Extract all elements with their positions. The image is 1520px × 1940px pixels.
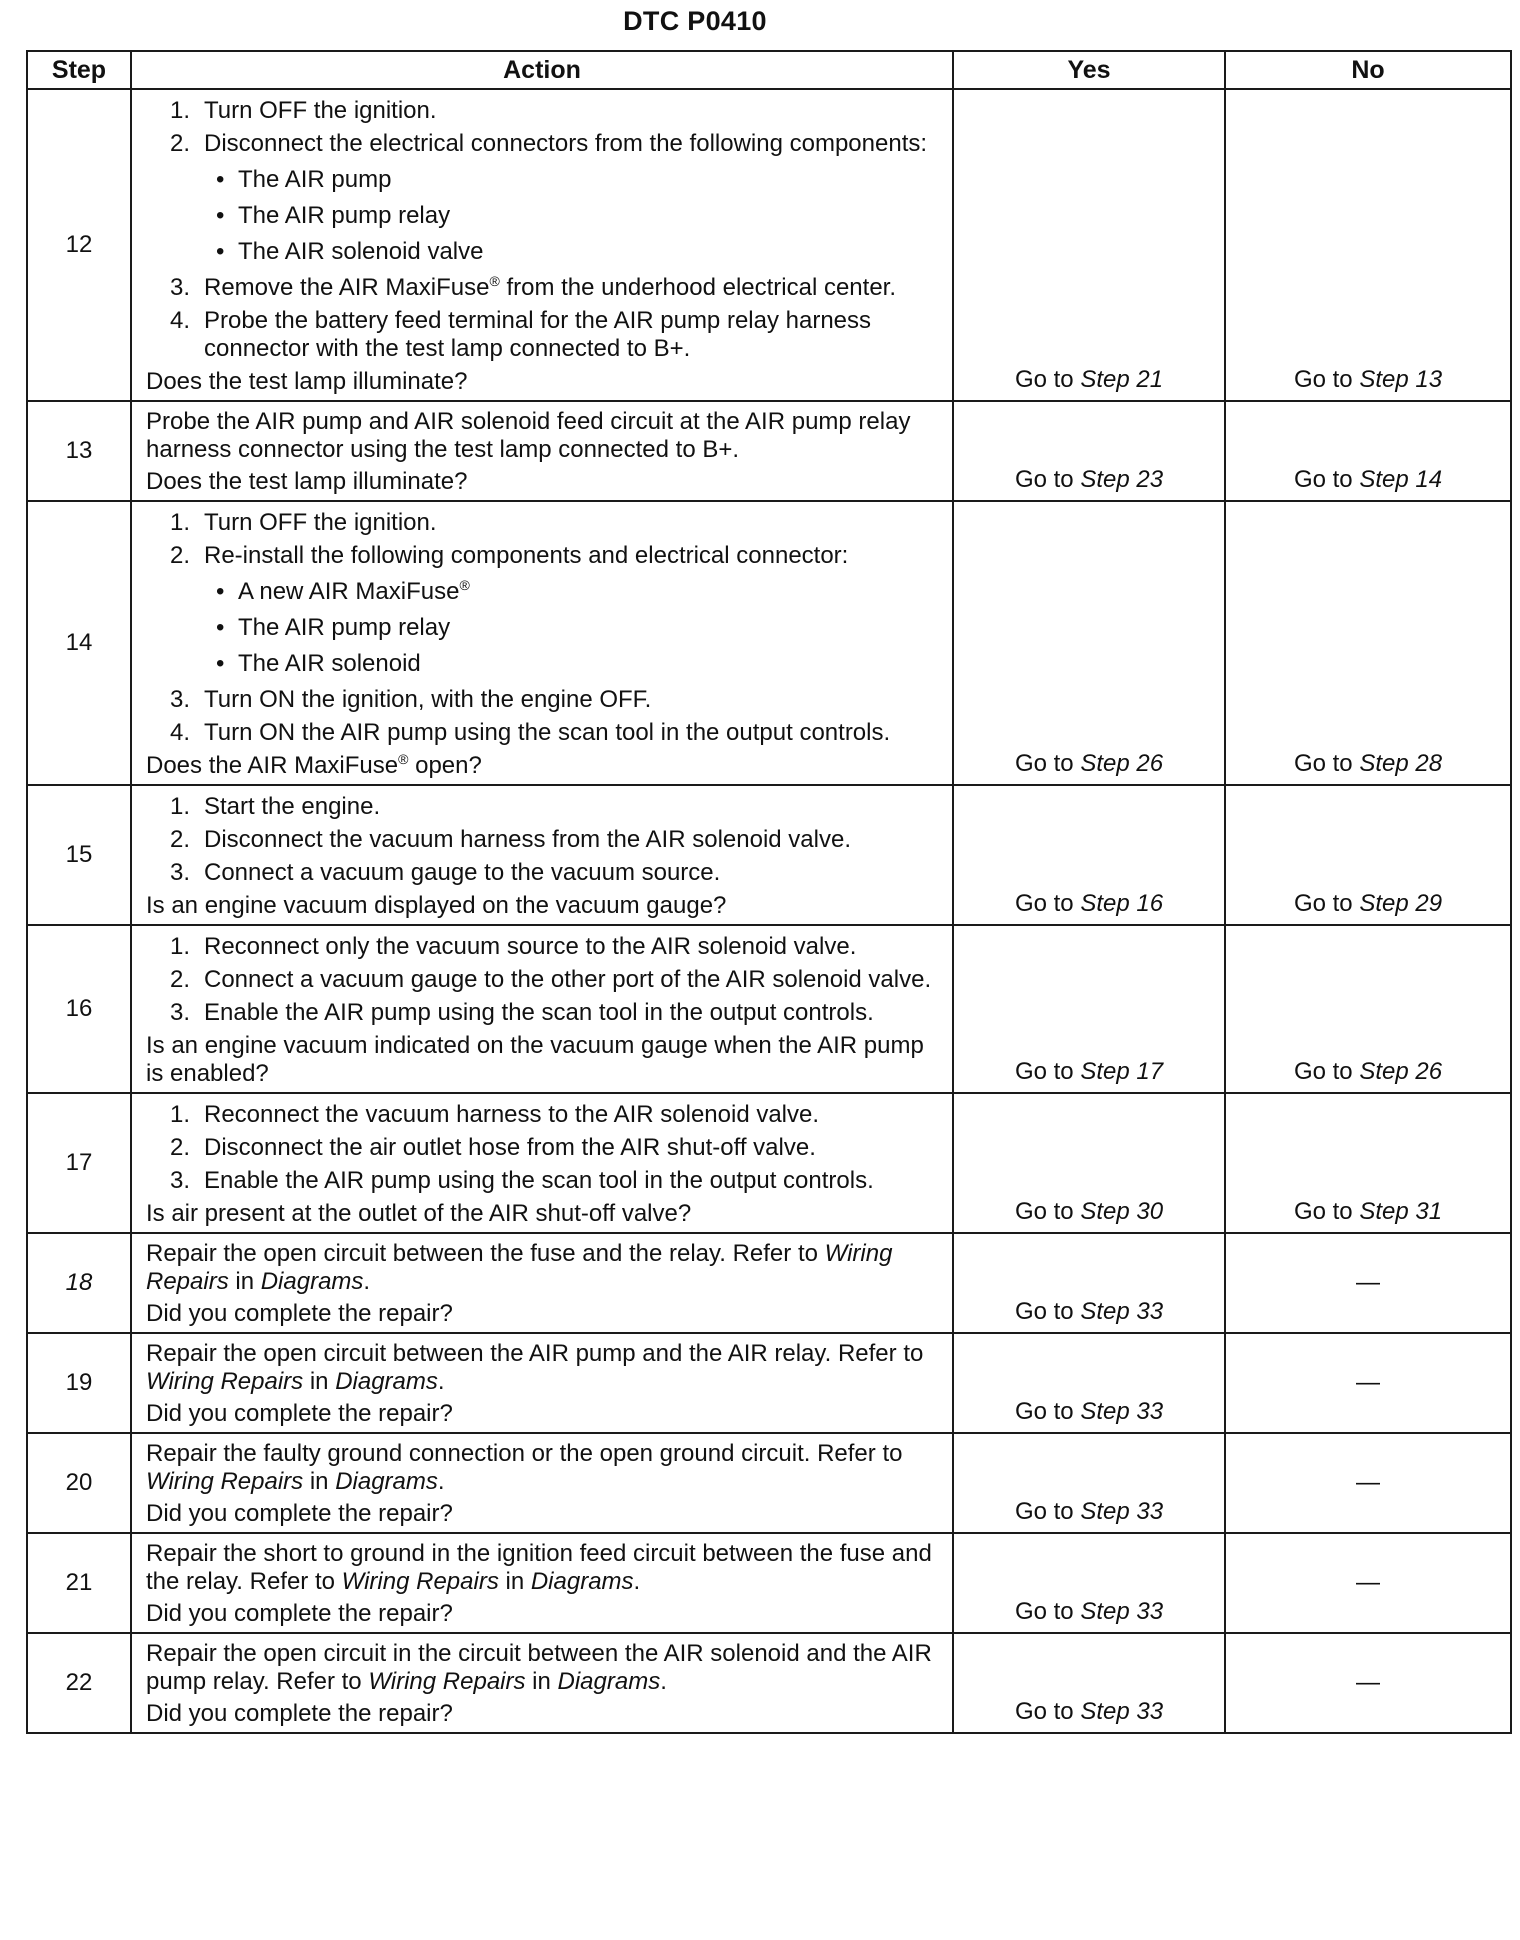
table-row xyxy=(27,785,1511,925)
text-run: Go to xyxy=(1014,1398,1081,1425)
step-number: 17 xyxy=(27,1093,131,1233)
text-run: — xyxy=(1356,1269,1380,1296)
reference-text: Step 17 xyxy=(1080,1058,1164,1085)
no-result xyxy=(1225,925,1511,1093)
yes-result xyxy=(953,1233,1225,1333)
text-run: Go to xyxy=(1014,1058,1081,1085)
no-result xyxy=(1225,501,1511,785)
numbered-steps xyxy=(146,1101,942,1195)
step-index: 3. xyxy=(170,274,191,301)
text-run: Turn ON the AIR pump using the scan tool in the output controls. xyxy=(204,719,891,746)
numbered-steps xyxy=(146,933,942,1027)
question-text xyxy=(146,752,942,780)
registered-mark: ® xyxy=(459,577,470,593)
text-run: Does the AIR MaxiFuse xyxy=(146,752,399,779)
no-result xyxy=(1225,1533,1511,1633)
text-run: in xyxy=(525,1668,558,1695)
question-text xyxy=(146,1600,942,1628)
step-index: 3. xyxy=(170,1167,191,1194)
text-run: — xyxy=(1356,1569,1380,1596)
text-run: Probe the battery feed terminal for the AIR pump relay harness connector with the test lamp connected to B+. xyxy=(204,307,872,362)
numbered-step xyxy=(146,1101,942,1129)
text-run: Enable the AIR pump using the scan tool in the output controls. xyxy=(204,1167,874,1194)
action-paragraph xyxy=(146,1440,942,1496)
text-run: Disconnect the vacuum harness from the AIR solenoid valve. xyxy=(204,826,851,853)
yes-result xyxy=(953,785,1225,925)
text-run: Is an engine vacuum displayed on the vacuum gauge? xyxy=(146,892,727,919)
question-text xyxy=(146,892,942,920)
reference-text: Step 21 xyxy=(1080,366,1164,393)
table-row xyxy=(27,1093,1511,1233)
action-paragraph xyxy=(146,1640,942,1696)
question-text xyxy=(146,1300,942,1328)
no-result xyxy=(1225,1093,1511,1233)
table-row xyxy=(27,1633,1511,1733)
text-run: Turn OFF the ignition. xyxy=(204,509,437,536)
reference-text: Diagrams xyxy=(557,1668,661,1695)
step-text xyxy=(204,966,931,993)
numbered-step xyxy=(146,826,942,854)
text-run: Did you complete the repair? xyxy=(146,1400,453,1427)
step-text xyxy=(204,719,890,746)
action-cell xyxy=(131,1093,953,1233)
reference-text: Diagrams xyxy=(260,1268,364,1295)
yes-result xyxy=(953,925,1225,1093)
yes-result xyxy=(953,1093,1225,1233)
action-cell xyxy=(131,785,953,925)
text-run: Reconnect only the vacuum source to the AIR solenoid valve. xyxy=(204,933,857,960)
yes-result xyxy=(953,1333,1225,1433)
yes-result xyxy=(953,1633,1225,1733)
no-result xyxy=(1225,1433,1511,1533)
text-run: Enable the AIR pump using the scan tool in the output controls. xyxy=(204,999,874,1026)
step-number: 22 xyxy=(27,1633,131,1733)
text-run: Did you complete the repair? xyxy=(146,1600,453,1627)
numbered-steps xyxy=(146,793,942,887)
step-index: 1. xyxy=(170,1101,191,1128)
numbered-step xyxy=(146,859,942,887)
question-text xyxy=(146,1032,942,1088)
yes-result xyxy=(953,1433,1225,1533)
bullet-list xyxy=(204,578,942,678)
step-index: 1. xyxy=(170,97,191,124)
numbered-step xyxy=(146,719,942,747)
text-run: The AIR pump relay xyxy=(238,614,451,641)
bullet-item xyxy=(204,578,942,606)
numbered-step xyxy=(146,1134,942,1162)
reference-text: Diagrams xyxy=(335,1468,438,1495)
reference-text: Step 33 xyxy=(1080,1698,1164,1725)
text-run: The AIR solenoid valve xyxy=(238,238,484,265)
table-row xyxy=(27,1333,1511,1433)
action-paragraph xyxy=(146,408,942,464)
text-run: Go to xyxy=(1293,1058,1360,1085)
step-index: 1. xyxy=(170,509,191,536)
text-run: . xyxy=(437,1368,445,1395)
step-index: 3. xyxy=(170,999,191,1026)
action-cell xyxy=(131,401,953,501)
step-number: 16 xyxy=(27,925,131,1093)
text-run: A new AIR MaxiFuse xyxy=(238,578,460,605)
bullet-item xyxy=(204,166,942,194)
yes-result xyxy=(953,401,1225,501)
reference-text: Step 29 xyxy=(1359,890,1443,917)
text-run: The AIR pump xyxy=(238,166,392,193)
text-run: . xyxy=(660,1668,667,1695)
step-text xyxy=(204,1134,816,1161)
text-run: Connect a vacuum gauge to the other port of the AIR solenoid valve. xyxy=(204,966,932,993)
step-index: 1. xyxy=(170,933,191,960)
step-index: 4. xyxy=(170,719,191,746)
text-run: open? xyxy=(408,752,482,779)
action-cell xyxy=(131,1333,953,1433)
step-text xyxy=(204,793,380,820)
page-title: DTC P0410 xyxy=(623,6,767,36)
action-paragraph xyxy=(146,1540,942,1596)
text-run: Go to xyxy=(1014,890,1081,917)
text-run: Go to xyxy=(1014,1498,1081,1525)
question-text xyxy=(146,1400,942,1428)
reference-text: Step 14 xyxy=(1359,466,1443,493)
text-run: in xyxy=(303,1468,336,1495)
bullet-item xyxy=(204,650,942,678)
text-run: Go to xyxy=(1014,1698,1081,1725)
question-text xyxy=(146,1200,942,1228)
table-row xyxy=(27,1233,1511,1333)
numbered-step xyxy=(146,793,942,821)
numbered-step xyxy=(146,966,942,994)
text-run: Go to xyxy=(1293,750,1360,777)
text-run: from the underhood electrical center. xyxy=(499,274,897,301)
yes-result xyxy=(953,89,1225,401)
text-run: Repair the open circuit between the fuse and the relay. Refer to xyxy=(146,1240,825,1267)
step-number: 21 xyxy=(27,1533,131,1633)
action-cell xyxy=(131,925,953,1093)
step-number: 15 xyxy=(27,785,131,925)
yes-result xyxy=(953,501,1225,785)
reference-text: Diagrams xyxy=(335,1368,438,1395)
table-row xyxy=(27,925,1511,1093)
bullet-list xyxy=(204,166,942,266)
question-text xyxy=(146,368,942,396)
reference-text: Step 30 xyxy=(1080,1198,1164,1225)
registered-mark: ® xyxy=(489,273,500,289)
step-index: 2. xyxy=(170,542,191,569)
question-text xyxy=(146,1700,942,1728)
table-row xyxy=(27,401,1511,501)
no-result xyxy=(1225,1233,1511,1333)
text-run: Go to xyxy=(1014,1598,1081,1625)
step-index: 2. xyxy=(170,130,191,157)
reference-text: Step 23 xyxy=(1080,466,1164,493)
header-yes: Yes xyxy=(953,51,1225,89)
text-run: The AIR pump relay xyxy=(238,202,451,229)
text-run: Repair the open circuit in the circuit between the AIR solenoid and the AIR pump relay. Refer to xyxy=(146,1640,932,1695)
text-run: Is air present at the outlet of the AIR shut-off valve? xyxy=(146,1200,692,1227)
numbered-steps xyxy=(146,97,942,363)
text-run: The AIR solenoid xyxy=(238,650,421,677)
text-run: Go to xyxy=(1293,366,1360,393)
step-number: 14 xyxy=(27,501,131,785)
step-text xyxy=(204,686,651,713)
text-run: . xyxy=(437,1468,445,1495)
reference-text: Diagrams xyxy=(530,1568,634,1595)
numbered-step xyxy=(146,97,942,125)
reference-text: Step 26 xyxy=(1359,1058,1443,1085)
text-run: — xyxy=(1356,1369,1380,1396)
text-run: Remove the AIR MaxiFuse xyxy=(204,274,490,301)
action-paragraph xyxy=(146,1340,942,1396)
action-cell xyxy=(131,1633,953,1733)
action-cell xyxy=(131,89,953,401)
text-run: . xyxy=(363,1268,371,1295)
step-index: 3. xyxy=(170,859,191,886)
text-run: Re-install the following components and electrical connector: xyxy=(204,542,849,569)
no-result xyxy=(1225,89,1511,401)
step-index: 3. xyxy=(170,686,191,713)
reference-text: Wiring Repairs xyxy=(146,1468,304,1495)
step-index: 4. xyxy=(170,307,191,334)
text-run: Does the test lamp illuminate? xyxy=(146,368,468,395)
step-number: 18 xyxy=(27,1233,131,1333)
text-run: Did you complete the repair? xyxy=(146,1300,453,1327)
table-row xyxy=(27,1433,1511,1533)
reference-text: Step 31 xyxy=(1359,1198,1443,1225)
step-index: 1. xyxy=(170,793,191,820)
reference-text: Step 26 xyxy=(1080,750,1164,777)
numbered-step xyxy=(146,307,942,363)
step-number: 19 xyxy=(27,1333,131,1433)
action-cell xyxy=(131,501,953,785)
numbered-step xyxy=(146,542,942,678)
action-paragraph xyxy=(146,1240,942,1296)
text-run: Go to xyxy=(1293,466,1360,493)
step-text xyxy=(204,542,848,569)
step-text xyxy=(204,1101,819,1128)
text-run: Go to xyxy=(1293,890,1360,917)
reference-text: Step 13 xyxy=(1359,366,1443,393)
text-run: Disconnect the electrical connectors from the following components: xyxy=(204,130,928,157)
text-run: Repair the faulty ground connection or the open ground circuit. Refer to xyxy=(146,1440,903,1467)
step-index: 2. xyxy=(170,826,191,853)
registered-mark: ® xyxy=(398,751,409,767)
no-result xyxy=(1225,401,1511,501)
action-cell xyxy=(131,1533,953,1633)
text-run: in xyxy=(498,1568,531,1595)
header-row xyxy=(27,51,1511,89)
numbered-step xyxy=(146,999,942,1027)
reference-text: Step 33 xyxy=(1080,1398,1164,1425)
numbered-step xyxy=(146,1167,942,1195)
bullet-item xyxy=(204,202,942,230)
step-text xyxy=(204,859,720,886)
reference-text: Wiring Repairs xyxy=(341,1568,499,1595)
reference-text: Wiring Repairs xyxy=(146,1368,304,1395)
text-run: Reconnect the vacuum harness to the AIR solenoid valve. xyxy=(204,1101,820,1128)
step-text xyxy=(204,97,437,124)
reference-text: Step 16 xyxy=(1080,890,1164,917)
reference-text: Wiring Repairs xyxy=(146,1240,893,1295)
table-row xyxy=(27,501,1511,785)
step-text xyxy=(204,509,437,536)
table-row xyxy=(27,89,1511,401)
text-run: Did you complete the repair? xyxy=(146,1500,453,1527)
text-run: . xyxy=(633,1568,641,1595)
text-run: in xyxy=(228,1268,261,1295)
step-number: 20 xyxy=(27,1433,131,1533)
header-no: No xyxy=(1225,51,1511,89)
text-run: Go to xyxy=(1014,750,1081,777)
header-action: Action xyxy=(131,51,953,89)
yes-result xyxy=(953,1533,1225,1633)
table-row xyxy=(27,1533,1511,1633)
text-run: Go to xyxy=(1014,1298,1081,1325)
text-run: Go to xyxy=(1014,466,1081,493)
reference-text: Step 33 xyxy=(1080,1298,1164,1325)
text-run: — xyxy=(1356,1469,1380,1496)
text-run: Did you complete the repair? xyxy=(146,1700,453,1727)
action-cell xyxy=(131,1233,953,1333)
reference-text: Step 33 xyxy=(1080,1498,1164,1525)
text-run: Repair the short to ground in the ignition feed circuit between the fuse and the relay. Refer to xyxy=(146,1540,932,1595)
question-text xyxy=(146,468,942,496)
text-run: Is an engine vacuum indicated on the vacuum gauge when the AIR pump is enabled? xyxy=(146,1032,924,1087)
step-text xyxy=(204,1167,874,1194)
no-result xyxy=(1225,785,1511,925)
step-text xyxy=(204,274,896,301)
step-index: 2. xyxy=(170,1134,191,1161)
step-text xyxy=(204,307,871,362)
text-run: in xyxy=(303,1368,336,1395)
numbered-step xyxy=(146,509,942,537)
numbered-step xyxy=(146,274,942,302)
text-run: Turn OFF the ignition. xyxy=(204,97,437,124)
bullet-item xyxy=(204,614,942,642)
action-cell xyxy=(131,1433,953,1533)
text-run: Connect a vacuum gauge to the vacuum source. xyxy=(204,859,721,886)
text-run: Repair the open circuit between the AIR pump and the AIR relay. Refer to xyxy=(146,1340,924,1367)
reference-text: Step 28 xyxy=(1359,750,1443,777)
header-step: Step xyxy=(27,51,131,89)
step-text xyxy=(204,130,927,157)
step-text xyxy=(204,999,874,1026)
text-run: Go to xyxy=(1014,1198,1081,1225)
step-text xyxy=(204,933,856,960)
text-run: Go to xyxy=(1014,366,1081,393)
text-run: Go to xyxy=(1293,1198,1360,1225)
step-text xyxy=(204,826,851,853)
text-run: Does the test lamp illuminate? xyxy=(146,468,468,495)
diagnostic-table xyxy=(26,50,1512,1734)
no-result xyxy=(1225,1633,1511,1733)
text-run: Turn ON the ignition, with the engine OFF. xyxy=(204,686,652,713)
step-number: 13 xyxy=(27,401,131,501)
reference-text: Step 33 xyxy=(1080,1598,1164,1625)
table-body xyxy=(27,89,1511,1733)
text-run: Start the engine. xyxy=(204,793,381,820)
numbered-step xyxy=(146,130,942,266)
reference-text: Wiring Repairs xyxy=(368,1668,526,1695)
numbered-steps xyxy=(146,509,942,747)
text-run: — xyxy=(1356,1669,1380,1696)
no-result xyxy=(1225,1333,1511,1433)
step-index: 2. xyxy=(170,966,191,993)
step-number: 12 xyxy=(27,89,131,401)
text-run: Probe the AIR pump and AIR solenoid feed circuit at the AIR pump relay harness connector using the test lamp connected to B+. xyxy=(146,408,911,463)
text-run: Disconnect the air outlet hose from the AIR shut-off valve. xyxy=(204,1134,816,1161)
numbered-step xyxy=(146,933,942,961)
bullet-item xyxy=(204,238,942,266)
numbered-step xyxy=(146,686,942,714)
question-text xyxy=(146,1500,942,1528)
